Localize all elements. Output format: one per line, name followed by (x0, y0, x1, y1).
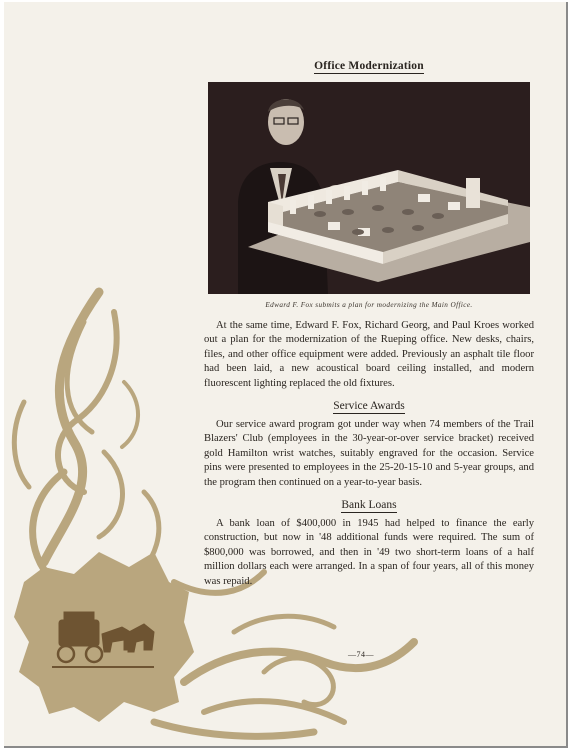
section-heading-office-modernization: Office Modernization (314, 60, 424, 72)
photo-image (208, 82, 530, 294)
document-page (4, 2, 568, 748)
photo-caption: Edward F. Fox submits a plan for modernizing the Main Office. (265, 301, 473, 309)
page-number: —74— (348, 650, 374, 659)
section-heading-bank-loans: Bank Loans (341, 499, 397, 512)
paragraph-bank-loans: A bank loan of $400,000 in 1945 had helped to finance the early construction, but now in '48 additional funds were required. The sum of $800,000 was borrowed, and then in '49 two short-term loans of a half million dollars each were arranged. In a span of four years, all of this money was repaid. (204, 518, 534, 587)
section-heading-service-awards: Service Awards (333, 400, 405, 413)
photo-office-model (208, 82, 530, 294)
paragraph-office-modernization: At the same time, Edward F. Fox, Richard Georg, and Paul Kroes worked out a plan for the modernization of the Rueping office. New desks, chairs, files, and other office equipment were added. Previously an asphalt tile floor had been laid, a new acoustical board ceiling installed, and modern fluorescent lighting replaced the old fixtures. (204, 320, 534, 389)
text-column (204, 60, 534, 589)
paragraph-service-awards: Our service award program got under way when 74 members of the Trail Blazers' Club (employees in the 30-year-or-over service bracket) received gold Hamilton wrist watches, suitably engraved for the occasion. Service pins were presented to employees in the 25-20-15-10 and 5-year groups, and the program then continued on a year-to-year basis. (204, 419, 534, 488)
